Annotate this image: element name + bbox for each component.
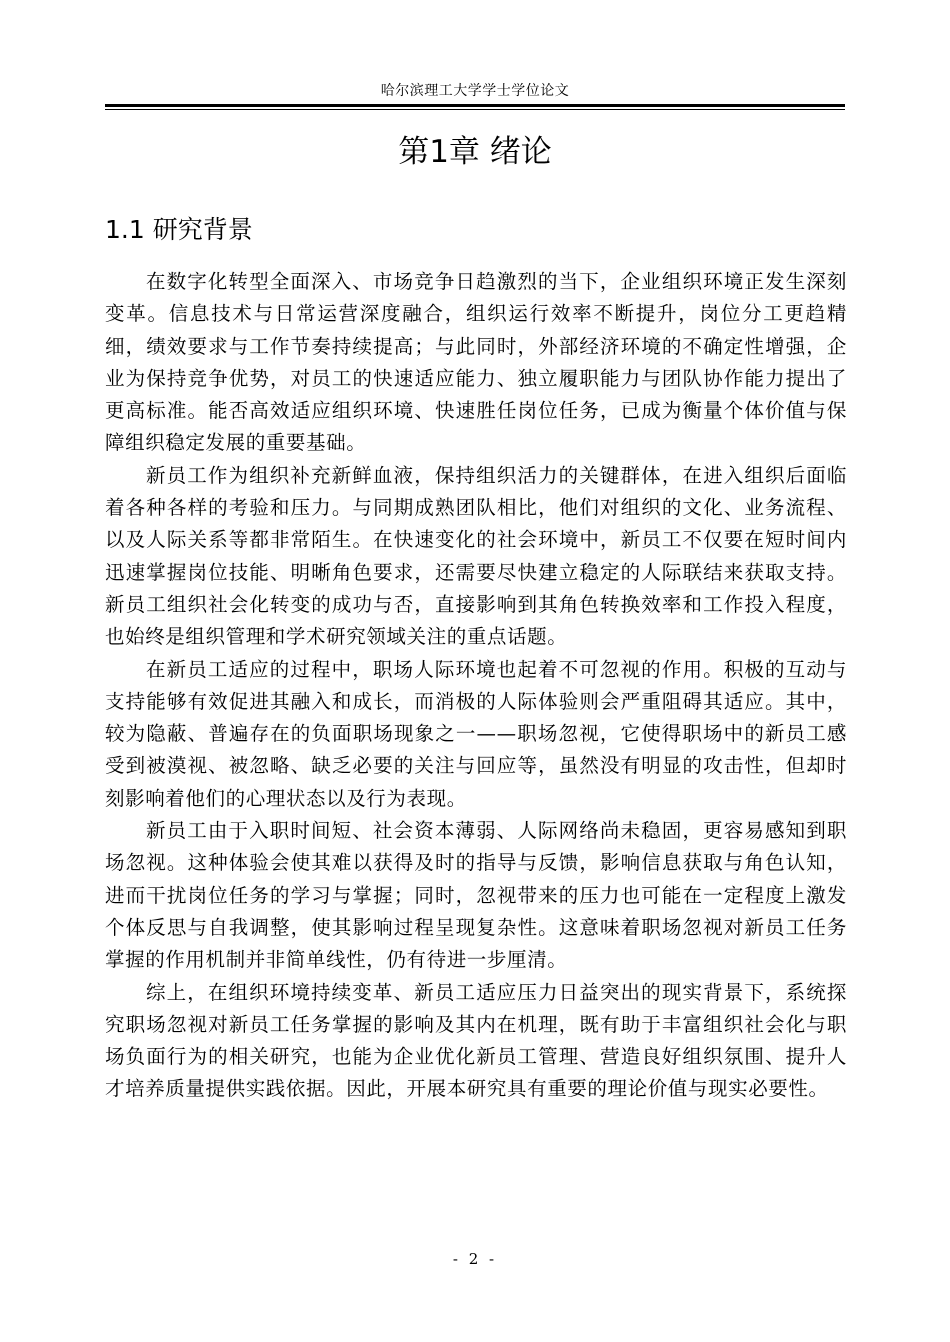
- header-rule-thick: [105, 104, 845, 107]
- paragraph-1: 在数字化转型全面深入、市场竞争日趋激烈的当下，企业组织环境正发生深刻变革。信息技术与日常运营深度融合，组织运行效率不断提升，岗位分工更趋精细，绩效要求与工作节奏持续提高；与此同时，外部经济环境的不确定性增强，企业为保持竞争优势，对员工的快速适应能力、独立履职能力与团队协作能力提出了更高标准。能否高效适应组织环境、快速胜任岗位任务，已成为衡量个体价值与保障组织稳定发展的重要基础。: [105, 270, 847, 455]
- paragraph-5: 综上，在组织环境持续变革、新员工适应压力日益突出的现实背景下，系统探究职场忽视对新员工任务掌握的影响及其内在机理，既有助于丰富组织社会化与职场负面行为的相关研究，也能为企业优化新员工管理、营造良好组织氛围、提升人才培养质量提供实践依据。因此，开展本研究具有重要的理论价值与现实必要性。: [105, 980, 847, 1101]
- paragraph-2: 新员工作为组织补充新鲜血液，保持组织活力的关键群体，在进入组织后面临着各种各样的考验和压力。与同期成熟团队相比，他们对组织的文化、业务流程、以及人际关系等都非常陌生。在快速变化的社会环境中，新员工不仅要在短时间内迅速掌握岗位技能、明晰角色要求，还需要尽快建立稳定的人际联结来获取支持。新员工组织社会化转变的成功与否，直接影响到其角色转换效率和工作投入程度，也始终是组织管理和学术研究领域关注的重点话题。: [105, 463, 847, 649]
- paragraph-4: 新员工由于入职时间短、社会资本薄弱、人际网络尚未稳固，更容易感知到职场忽视。这种体验会使其难以获得及时的指导与反馈，影响信息获取与角色认知，进而干扰岗位任务的学习与掌握；同时，忽视带来的压力也可能在一定程度上激发个体反思与自我调整，使其影响过程呈现复杂性。这意味着职场忽视对新员工任务掌握的作用机制并非简单线性，仍有待进一步厘清。: [105, 819, 847, 972]
- page-number: - 2 -: [452, 1250, 498, 1268]
- section-heading: 1.1 研究背景: [105, 215, 253, 244]
- body-text: [105, 266, 847, 1106]
- chapter-title: 第1章 绪论: [398, 134, 552, 170]
- running-header-title: 哈尔滨理工大学学士学位论文: [380, 83, 570, 99]
- header-rule-thin: [105, 109, 845, 110]
- paragraph-3: 在新员工适应的过程中，职场人际环境也起着不可忽视的作用。积极的互动与支持能够有效促进其融入和成长，而消极的人际体验则会严重阻碍其适应。其中，较为隐蔽、普遍存在的负面职场现象之一——职场忽视，它使得职场中的新员工感受到被漠视、被忽略、缺乏必要的关注与回应等，虽然没有明显的攻击性，但却时刻影响着他们的心理状态以及行为表现。: [105, 657, 847, 810]
